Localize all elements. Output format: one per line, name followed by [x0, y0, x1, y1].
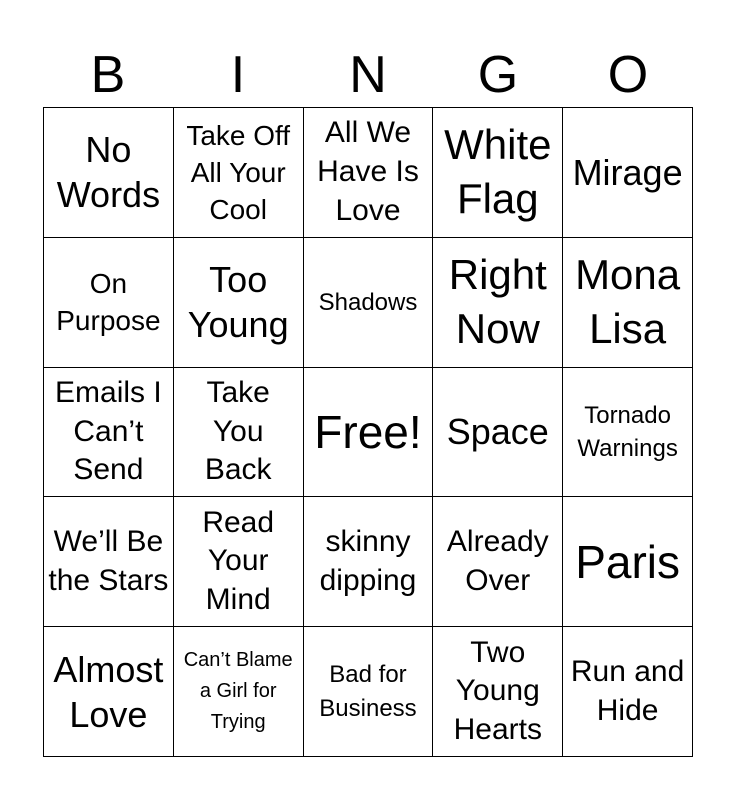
free-space-label: Free!: [314, 405, 422, 458]
cell-text: White Flag: [444, 120, 552, 223]
bingo-cell[interactable]: [174, 108, 304, 238]
cell-text: Mona Lisa: [575, 250, 681, 353]
cell-text: Two Young Hearts: [453, 635, 542, 746]
cell-text: Already Over: [446, 525, 549, 597]
cell-text: On Purpose: [56, 267, 161, 337]
bingo-cell[interactable]: [304, 108, 434, 238]
bingo-card-grid: [43, 107, 693, 757]
header-letter-n: N: [349, 46, 387, 104]
cell-text: Take You Back: [204, 375, 272, 487]
bingo-cell[interactable]: [433, 368, 563, 498]
bingo-cell[interactable]: [433, 238, 563, 368]
cell-text: Can’t Blame a Girl for Trying: [183, 649, 293, 734]
cell-text: skinny dipping: [319, 525, 417, 597]
bingo-cell[interactable]: [433, 108, 563, 238]
cell-text: No Words: [56, 129, 161, 216]
cell-text: Take Off All Your Cool: [186, 119, 291, 226]
bingo-cell[interactable]: [563, 627, 693, 757]
cell-text: Shadows: [318, 288, 418, 316]
cell-text: We’ll Be the Stars: [48, 525, 169, 597]
cell-text: Right Now: [448, 250, 547, 353]
cell-text: Run and Hide: [570, 654, 685, 727]
bingo-cell[interactable]: [433, 627, 563, 757]
bingo-cell[interactable]: [563, 497, 693, 627]
cell-text: Read Your Mind: [202, 505, 275, 617]
bingo-cell[interactable]: [304, 497, 434, 627]
bingo-cell[interactable]: [563, 368, 693, 498]
cell-text: Almost Love: [53, 648, 164, 735]
free-space-cell[interactable]: [304, 368, 434, 498]
bingo-cell[interactable]: [304, 627, 434, 757]
bingo-cell[interactable]: [44, 238, 174, 368]
cell-text: Too Young: [187, 259, 289, 346]
bingo-cell[interactable]: [44, 497, 174, 627]
header-letter-b: B: [90, 46, 126, 104]
cell-text: Paris: [575, 535, 680, 588]
cell-text: All We Have Is Love: [317, 116, 419, 227]
cell-text: Space: [446, 411, 549, 453]
cell-text: Mirage: [572, 151, 683, 193]
bingo-header: [43, 42, 693, 108]
bingo-cell[interactable]: [174, 238, 304, 368]
header-letter-g: G: [477, 46, 519, 104]
header-letter-o: O: [607, 46, 649, 104]
bingo-cell[interactable]: [44, 368, 174, 498]
cell-text: Emails I Can’t Send: [55, 375, 162, 487]
bingo-cell[interactable]: [563, 108, 693, 238]
bingo-cell[interactable]: [563, 238, 693, 368]
bingo-cell[interactable]: [174, 627, 304, 757]
bingo-cell[interactable]: [44, 627, 174, 757]
bingo-cell[interactable]: [304, 238, 434, 368]
bingo-cell[interactable]: [433, 497, 563, 627]
cell-text: Bad for Business: [319, 661, 417, 722]
cell-text: Tornado Warnings: [577, 401, 678, 462]
bingo-cell[interactable]: [174, 497, 304, 627]
bingo-cell[interactable]: [44, 108, 174, 238]
bingo-cell[interactable]: [174, 368, 304, 498]
header-letter-i: I: [230, 46, 246, 104]
